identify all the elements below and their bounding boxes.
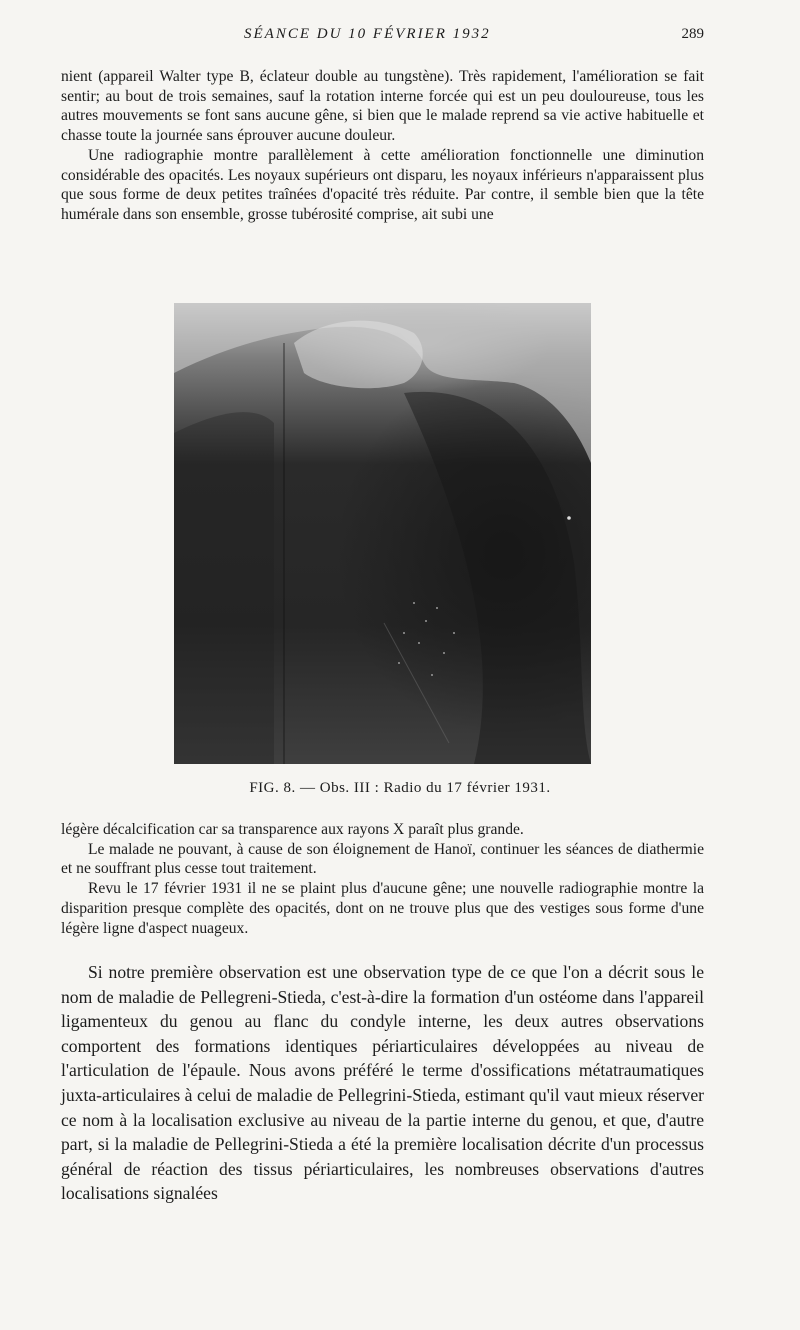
paragraph-follow-up: Revu le 17 février 1931 il ne se plaint plus d'aucune gêne; une nouvelle radiographie montre la disparition presque complète des opacités, dont on ne trouve plus que des vestiges sous forme d'une légère ligne d'aspect nuageux. <box>61 880 704 937</box>
paragraph-discussion: Si notre première observation est une observation type de ce que l'on a décrit sous le nom de maladie de Pellegreni-Stieda, c'est-à-dire la formation d'un ostéome dans l'appareil ligamenteux du genou au flanc du condyle interne, les deux autres observations comportent des formations identiques périarticulaires développées au niveau de l'articulation de l'épaule. Nous avons préféré le terme d'ossifications métatraumatiques juxta-articulaires à celui de maladie de Pellegrini-Stieda, estimant qu'il vaut mieux réserver ce nom à la localisation exclusive au niveau de la partie interne du genou, et que, d'autre part, si la maladie de Pellegrini-Stieda a été la première localisation décrite d'un processus général de réaction des tissus périarticulaires, les nombreuses observations d'autres localisations signalées <box>61 962 704 1204</box>
radiograph-figure <box>174 303 591 764</box>
page-number: 289 <box>681 26 704 42</box>
paragraph-decalcification: légère décalcification car sa transparence aux rayons X paraît plus grande. <box>61 821 524 838</box>
middle-text-block <box>61 820 704 938</box>
radiograph-image <box>174 303 591 764</box>
running-header <box>62 26 704 46</box>
paragraph-treatment: Le malade ne pouvant, à cause de son éloignement de Hanoï, continuer les séances de diathermie et ne souffrant plus cesse tout traitement. <box>61 840 704 878</box>
bottom-text-block <box>61 960 704 1206</box>
paragraph-continuation: nient (appareil Walter type B, éclateur double au tungstène). Très rapidement, l'amélioration se fait sentir; au bout de trois semaines, sauf la rotation interne forcée qui est un peu douloureuse, tous les autres mouvements se font sans aucune gêne, si bien que le malade reprend sa vie active habituelle et chasse toute la journée sans éprouver aucune douleur. <box>61 68 704 145</box>
figure-caption: FIG. 8. — Obs. III : Radio du 17 février 1931. <box>249 780 551 796</box>
paragraph-radiography: Une radiographie montre parallèlement à cette amélioration fonctionnelle une diminution considérable des opacités. Les noyaux supérieurs ont disparu, les noyaux inférieurs n'apparaissent plus que sous forme de deux petites traînées d'opacité très réduite. Par contre, il semble bien que la tête humérale dans son ensemble, grosse tubérosité comprise, ait subi une <box>61 146 704 223</box>
running-title: SÉANCE DU 10 FÉVRIER 1932 <box>244 26 491 42</box>
top-text-block <box>61 67 704 225</box>
